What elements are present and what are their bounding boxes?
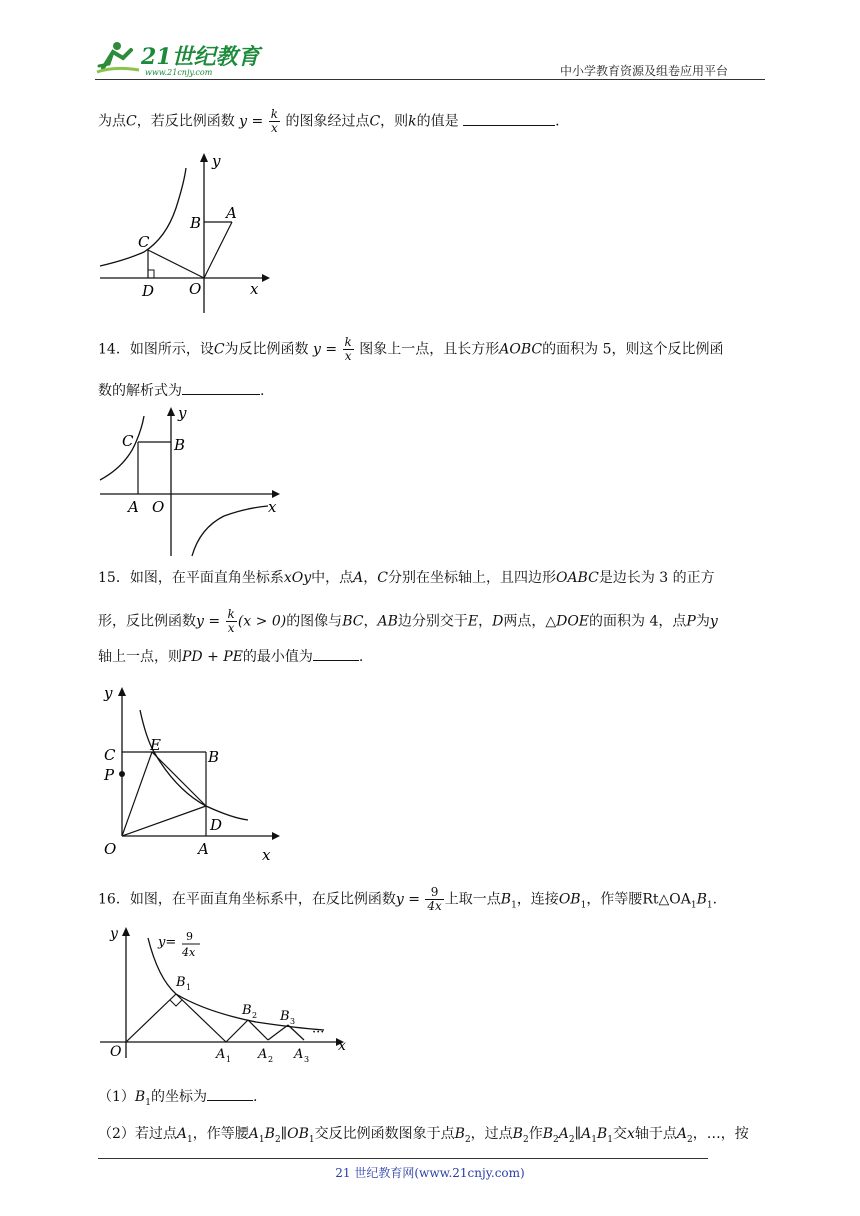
q15-text-line2: 形，反比例函数y = $\frac{k}{x}$ (x > 0)的图像与BC，AB边分别交于E，D两点，△DOE的面积为 4，点P为y — [98, 607, 718, 635]
q15-text-line3: 轴上一点，则PD + PE的最小值为 . — [98, 646, 363, 667]
logo-graphic — [95, 38, 265, 78]
svg-text:B: B — [242, 1003, 252, 1018]
svg-text:1: 1 — [186, 983, 192, 992]
svg-text:x: x — [250, 280, 259, 298]
footer-divider — [98, 1158, 708, 1159]
svg-text:A: A — [198, 840, 209, 858]
q15-answer-blank[interactable] — [313, 646, 359, 661]
q14-text: 14．如图所示，设C为反比例函数 y = $\frac{k}{x}$ 图象上一点，且长方形AOBC的面积为 5，则这个反比例函 — [98, 335, 724, 363]
q14-text-line2: 数的解析式为 . — [98, 380, 264, 401]
svg-text:A: A — [226, 204, 237, 222]
q16-figure — [96, 922, 356, 1062]
svg-text:x: x — [338, 1038, 346, 1054]
svg-text:y=: y= — [158, 935, 177, 950]
svg-text:y: y — [178, 404, 187, 422]
svg-text:y: y — [110, 926, 118, 942]
svg-text:C: C — [122, 432, 134, 450]
footer-link[interactable]: 21 世纪教育网(www.21cnjy.com) — [335, 1166, 525, 1180]
logo-text: 21世纪教育 — [141, 44, 260, 70]
svg-text:E: E — [150, 736, 161, 754]
svg-text:C: C — [104, 746, 116, 764]
platform-title: 中小学教育资源及组卷应用平台 — [560, 64, 729, 78]
svg-text:4x: 4x — [182, 946, 196, 959]
svg-text:P: P — [104, 766, 115, 784]
svg-text:2: 2 — [252, 1011, 258, 1020]
svg-text:A: A — [294, 1047, 304, 1062]
svg-text:3: 3 — [290, 1017, 296, 1026]
q14-answer-blank[interactable] — [182, 380, 260, 395]
svg-text:9: 9 — [186, 930, 193, 943]
svg-text:A: A — [216, 1047, 226, 1062]
q14-fraction: $\frac{k}{x}$ — [344, 335, 352, 363]
svg-text:C: C — [138, 233, 150, 251]
q16-text: 16．如图，在平面直角坐标系中，在反比例函数y = $\frac{9}{4x}$ 上取一点$B_1$，连接$OB_1$，作等腰$Rt\triangle OA_1B_1$. — [98, 885, 718, 913]
q16-answer-blank[interactable] — [207, 1086, 253, 1101]
svg-text:D: D — [142, 282, 155, 300]
svg-text:A: A — [258, 1047, 268, 1062]
svg-text:A: A — [128, 498, 139, 516]
svg-text:y: y — [212, 152, 221, 170]
svg-text:O: O — [152, 498, 165, 516]
svg-text:O: O — [189, 280, 202, 298]
svg-text:y: y — [104, 684, 113, 702]
header-divider — [95, 79, 765, 80]
svg-text:B: B — [174, 436, 186, 454]
svg-text:O: O — [110, 1044, 122, 1060]
q16-part2: （2）若过点$A_1$，作等腰$A_1B_2\parallel OB_1$交反比例函数图象于点$B_2$，过点$B_2$作$B_2A_2\parallel A_1B_1$交x轴于点$A_2$，…，按 — [98, 1126, 749, 1145]
svg-text:B: B — [176, 975, 186, 990]
q15-figure — [96, 682, 286, 868]
svg-text:1: 1 — [226, 1055, 232, 1062]
svg-text:O: O — [104, 840, 117, 858]
svg-text:B: B — [208, 748, 220, 766]
svg-text:x: x — [268, 498, 277, 516]
svg-text:B: B — [280, 1009, 290, 1024]
q16-fraction: $\frac{9}{4x}$ — [427, 885, 442, 913]
logo-url: www.21cnjy.com — [145, 68, 213, 77]
q16-part1: $(1)B_1$的坐标为 . — [98, 1086, 257, 1113]
q13-answer-blank[interactable] — [463, 111, 555, 126]
svg-text:D: D — [210, 816, 223, 834]
svg-text:3: 3 — [304, 1055, 310, 1062]
svg-text:2: 2 — [268, 1055, 274, 1062]
svg-text:···: ··· — [312, 1025, 325, 1040]
q13-text: 为点C，若反比例函数 y = $\frac{k}{x}$ 的图象经过点C，则k的值是 . — [98, 107, 560, 135]
svg-text:x: x — [262, 846, 271, 864]
q15-fraction: $\frac{k}{x}$ — [227, 607, 235, 635]
q13-fraction: $\frac{k}{x}$ — [270, 107, 278, 135]
q15-text: 15．如图，在平面直角坐标系xOy中，点A，C分别在坐标轴上，且四边形OABC是边长为 3 的正方 — [98, 570, 715, 586]
q14-figure — [96, 404, 286, 560]
site-logo[interactable] — [95, 38, 265, 78]
q13-figure — [96, 148, 276, 318]
svg-text:B: B — [190, 214, 202, 232]
